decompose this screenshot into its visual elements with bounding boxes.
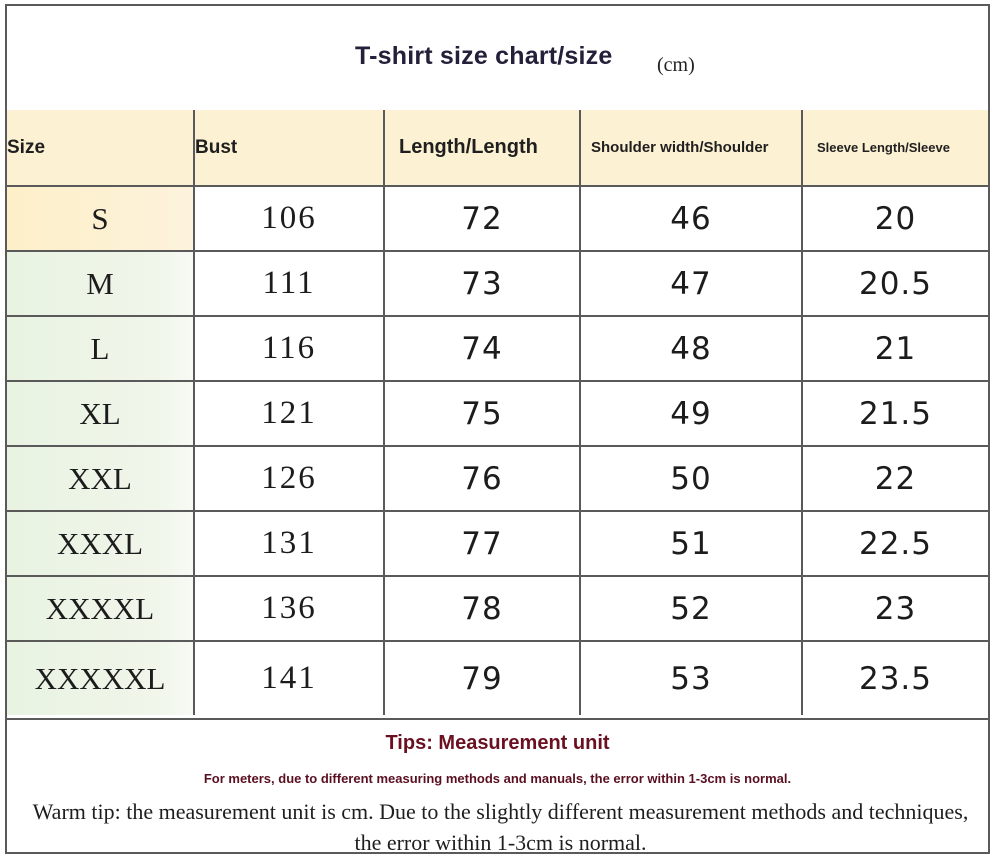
chart-title: T-shirt size chart/size bbox=[355, 42, 613, 70]
size-cell: XXXL bbox=[7, 511, 194, 576]
column-header-sleeve: Sleeve Length/Sleeve bbox=[802, 110, 988, 186]
size-table bbox=[7, 110, 988, 715]
tips-section bbox=[7, 718, 988, 854]
table-row bbox=[7, 381, 988, 446]
shoulder-cell: 50 bbox=[580, 446, 802, 511]
table-row bbox=[7, 316, 988, 381]
table-row bbox=[7, 511, 988, 576]
bust-cell: 116 bbox=[194, 316, 384, 381]
sleeve-cell: 20 bbox=[802, 186, 988, 251]
column-header-shoulder: Shoulder width/Shoulder bbox=[580, 110, 802, 186]
sleeve-cell: 21 bbox=[802, 316, 988, 381]
size-cell: M bbox=[7, 251, 194, 316]
sleeve-cell: 22.5 bbox=[802, 511, 988, 576]
size-chart-sheet bbox=[5, 4, 990, 854]
table-row bbox=[7, 251, 988, 316]
column-header-bust: Bust bbox=[194, 110, 384, 186]
shoulder-cell: 53 bbox=[580, 641, 802, 715]
bust-cell: 126 bbox=[194, 446, 384, 511]
tips-text: For meters, due to different measuring methods and manuals, the error within 1-3cm is normal. bbox=[203, 771, 792, 786]
table-row bbox=[7, 446, 988, 511]
bust-cell: 111 bbox=[194, 251, 384, 316]
unit-label: (cm) bbox=[657, 54, 695, 76]
table-header-row bbox=[7, 110, 988, 186]
bust-cell: 141 bbox=[194, 641, 384, 715]
tips-title: Tips: Measurement unit bbox=[385, 732, 610, 754]
shoulder-cell: 47 bbox=[580, 251, 802, 316]
sleeve-cell: 20.5 bbox=[802, 251, 988, 316]
shoulder-cell: 48 bbox=[580, 316, 802, 381]
column-header-length: Length/Length bbox=[384, 110, 580, 186]
length-cell: 79 bbox=[384, 641, 580, 715]
table-row bbox=[7, 186, 988, 251]
sleeve-cell: 23.5 bbox=[802, 641, 988, 715]
length-cell: 74 bbox=[384, 316, 580, 381]
length-cell: 73 bbox=[384, 251, 580, 316]
shoulder-cell: 46 bbox=[580, 186, 802, 251]
size-cell: S bbox=[7, 186, 194, 251]
bust-cell: 106 bbox=[194, 186, 384, 251]
length-cell: 77 bbox=[384, 511, 580, 576]
table-row bbox=[7, 576, 988, 641]
length-cell: 78 bbox=[384, 576, 580, 641]
size-cell: XXXXXL bbox=[7, 641, 194, 715]
length-cell: 76 bbox=[384, 446, 580, 511]
table-row bbox=[7, 641, 988, 715]
length-cell: 72 bbox=[384, 186, 580, 251]
bust-cell: 121 bbox=[194, 381, 384, 446]
size-cell: XXXXL bbox=[7, 576, 194, 641]
bust-cell: 131 bbox=[194, 511, 384, 576]
sleeve-cell: 22 bbox=[802, 446, 988, 511]
shoulder-cell: 49 bbox=[580, 381, 802, 446]
shoulder-cell: 52 bbox=[580, 576, 802, 641]
size-cell: L bbox=[7, 316, 194, 381]
title-row bbox=[7, 6, 988, 112]
shoulder-cell: 51 bbox=[580, 511, 802, 576]
column-header-size: Size bbox=[7, 110, 194, 186]
warm-tip: Warm tip: the measurement unit is cm. Due to the slightly different measurement methods and techniques, the error within 1-3cm is normal. bbox=[32, 799, 969, 855]
sleeve-cell: 21.5 bbox=[802, 381, 988, 446]
sleeve-cell: 23 bbox=[802, 576, 988, 641]
bust-cell: 136 bbox=[194, 576, 384, 641]
size-cell: XL bbox=[7, 381, 194, 446]
size-cell: XXL bbox=[7, 446, 194, 511]
length-cell: 75 bbox=[384, 381, 580, 446]
